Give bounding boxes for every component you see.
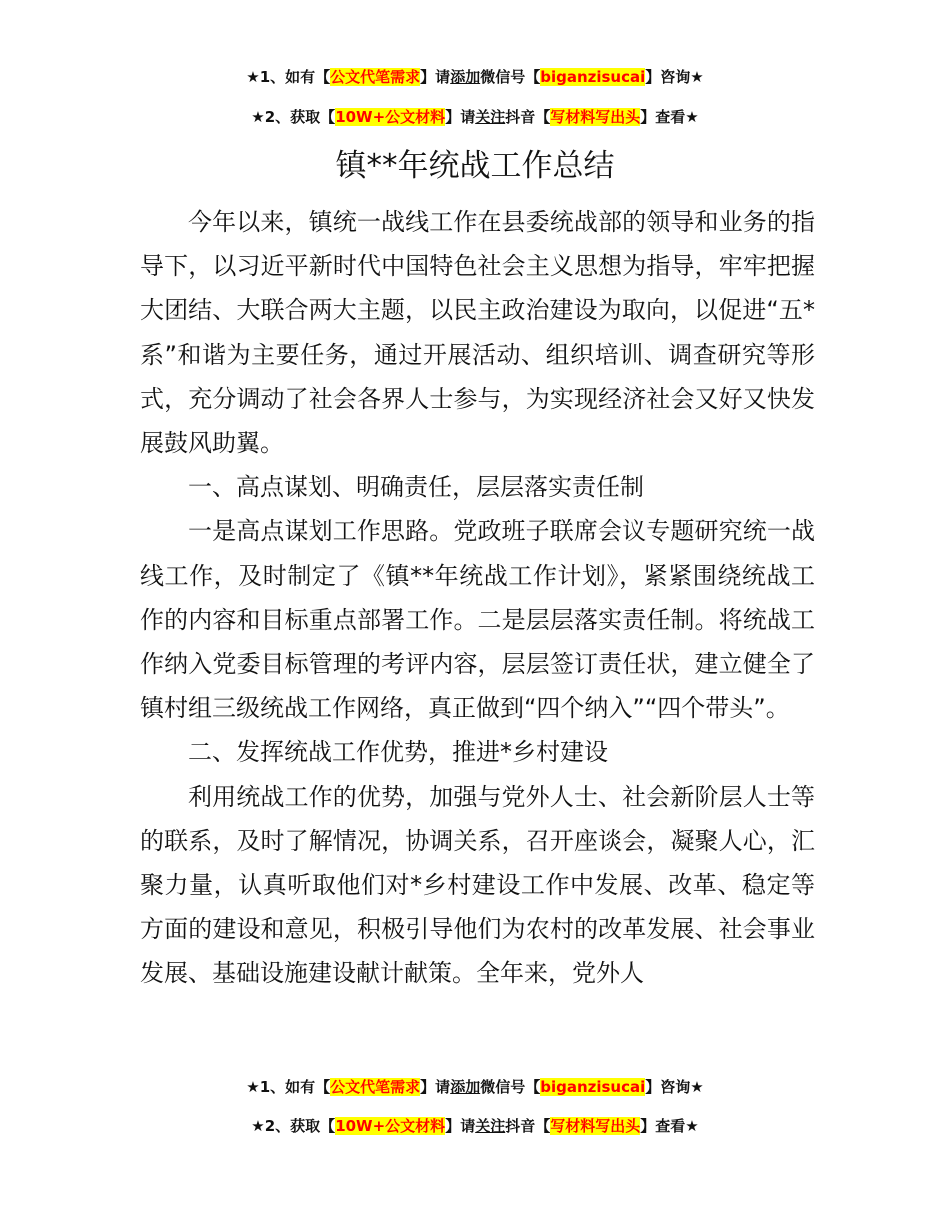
- highlight-text: 10W+公文材料: [335, 1117, 446, 1135]
- banner-text: 抖音【: [505, 1117, 551, 1135]
- banner-text: 】咨询★: [645, 68, 704, 86]
- banner-text: ★2、获取【: [251, 1117, 336, 1135]
- paragraph-intro: 今年以来，镇统一战线工作在县委统战部的领导和业务的指导下，以习近平新时代中国特色社会主义思想为指导，牢牢把握大团结、大联合两大主题，以民主政治建设为取向，以促进“五*系”和谐为主要任务，通过开展活动、组织培训、调查研究等形式，充分调动了社会各界人士参与，为实现经济社会又好又快发展鼓风助翼。: [140, 208, 815, 458]
- banner-text: ★2、获取【: [251, 108, 336, 126]
- highlight-text: biganzisucai: [540, 1078, 646, 1096]
- underlined-text: 添加: [450, 1078, 481, 1096]
- highlight-text: 写材料写出头: [550, 108, 641, 126]
- banner-text: ★1、如有【: [246, 68, 331, 86]
- page-title: 镇**年统战工作总结: [335, 148, 615, 184]
- banner-text: 】咨询★: [645, 1078, 704, 1096]
- underlined-text: 关注: [475, 108, 506, 126]
- highlight-text: 写材料写出头: [550, 1117, 641, 1135]
- highlight-text: 10W+公文材料: [335, 108, 446, 126]
- bottom-banner-line-2: [0, 1115, 950, 1137]
- banner-text: 微信号【: [480, 68, 541, 86]
- document-body: [140, 200, 815, 996]
- paragraph-section-1: 一是高点谋划工作思路。党政班子联席会议专题研究统一战线工作，及时制定了《镇**年统战工作计划》，紧紧围绕统战工作的内容和目标重点部署工作。二是层层落实责任制。将统战工作纳入党委目标管理的考评内容，层层签订责任状，建立健全了镇村组三级统战工作网络，真正做到“四个纳入”“四个带头”。: [140, 517, 815, 723]
- banner-text: 微信号【: [480, 1078, 541, 1096]
- banner-text: 抖音【: [505, 108, 551, 126]
- section-heading-2: 二、发挥统战工作优势，推进*乡村建设: [188, 738, 608, 767]
- banner-text: 】查看★: [640, 108, 699, 126]
- banner-text: 】请: [445, 108, 476, 126]
- paragraph-section-2: 利用统战工作的优势，加强与党外人士、社会新阶层人士等的联系，及时了解情况，协调关系，召开座谈会，凝聚人心，汇聚力量，认真听取他们对*乡村建设工作中发展、改革、稳定等方面的建设和意见，积极引导他们为农村的改革发展、社会事业发展、基础设施建设献计献策。全年来，党外人: [140, 782, 815, 988]
- highlight-text: 公文代笔需求: [330, 68, 421, 86]
- highlight-text: 公文代笔需求: [330, 1078, 421, 1096]
- section-heading-1: 一、高点谋划、明确责任，层层落实责任制: [188, 473, 644, 502]
- top-banner-line-1: [0, 66, 950, 88]
- banner-text: 】请: [420, 68, 451, 86]
- bottom-banner-line-1: [0, 1076, 950, 1098]
- top-banner-line-2: [0, 106, 950, 128]
- banner-text: ★1、如有【: [246, 1078, 331, 1096]
- highlight-text: biganzisucai: [540, 68, 646, 86]
- banner-text: 】请: [420, 1078, 451, 1096]
- banner-text: 】请: [445, 1117, 476, 1135]
- underlined-text: 添加: [450, 68, 481, 86]
- banner-text: 】查看★: [640, 1117, 699, 1135]
- underlined-text: 关注: [475, 1117, 506, 1135]
